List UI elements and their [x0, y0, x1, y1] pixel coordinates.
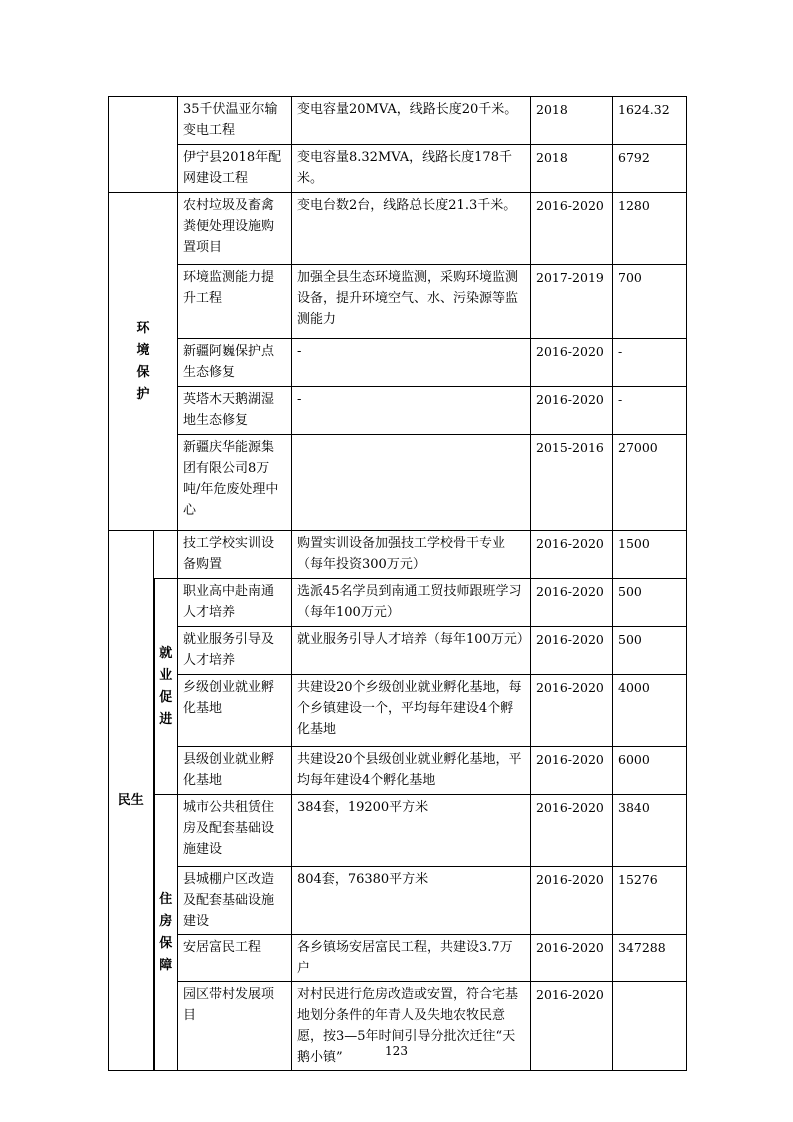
investment-cell: 1280: [613, 193, 687, 265]
project-name-cell: 城市公共租赁住房及配套基础设施建设: [178, 795, 292, 867]
construction-years-cell: 2016-2020: [531, 627, 613, 675]
project-name-cell: 县级创业就业孵化基地: [178, 747, 292, 795]
table-row: [109, 867, 687, 935]
project-name-cell: 就业服务引导及人才培养: [178, 627, 292, 675]
project-content-cell: 变电容量8.32MVA，线路长度178千米。: [292, 145, 531, 193]
project-content-cell: 选派45名学员到南通工贸技师跟班学习（每年100万元）: [292, 579, 531, 627]
construction-years-cell: 2016-2020: [531, 339, 613, 387]
project-name-cell: 英塔木天鹅湖湿地生态修复: [178, 387, 292, 435]
project-content-cell: 共建设20个乡级创业就业孵化基地，每个乡镇建设一个，平均每年建设4个孵化基地: [292, 675, 531, 747]
project-name-cell: 35千伏温亚尔输变电工程: [178, 97, 292, 145]
investment-cell: -: [613, 387, 687, 435]
construction-years-cell: 2016-2020: [531, 795, 613, 867]
construction-years-cell: 2017-2019: [531, 265, 613, 339]
table-row: [109, 579, 687, 627]
project-name-cell: 安居富民工程: [178, 935, 292, 982]
project-name-cell: 新疆庆华能源集团有限公司8万吨/年危废处理中心: [178, 435, 292, 531]
project-name-cell: 新疆阿巍保护点生态修复: [178, 339, 292, 387]
subsection-label-housing: 住房保障: [154, 795, 178, 1071]
construction-years-cell: 2018: [531, 97, 613, 145]
project-name-cell: 园区带村发展项目: [178, 982, 292, 1071]
project-content-cell: 共建设20个县级创业就业孵化基地，平均每年建设4个孵化基地: [292, 747, 531, 795]
investment-cell: 15276: [613, 867, 687, 935]
project-content-cell: 384套，19200平方米: [292, 795, 531, 867]
investment-cell: -: [613, 339, 687, 387]
project-name-cell: 乡级创业就业孵化基地: [178, 675, 292, 747]
construction-years-cell: 2016-2020: [531, 935, 613, 982]
table-row: [109, 935, 687, 982]
table-row: [109, 387, 687, 435]
table-row: [109, 145, 687, 193]
project-name-cell: 农村垃圾及畜禽粪便处理设施购置项目: [178, 193, 292, 265]
table-row: [109, 747, 687, 795]
investment-cell: 500: [613, 579, 687, 627]
project-content-cell: 购置实训设备加强技工学校骨干专业（每年投资300万元）: [292, 531, 531, 579]
section-label-environment: 环境保护: [109, 193, 178, 531]
empty-category-cell: [109, 97, 178, 193]
construction-years-cell: 2016-2020: [531, 387, 613, 435]
investment-cell: 6792: [613, 145, 687, 193]
project-name-cell: 伊宁县2018年配网建设工程: [178, 145, 292, 193]
subsection-spacer: [154, 531, 178, 579]
construction-years-cell: 2016-2020: [531, 867, 613, 935]
investment-cell: 27000: [613, 435, 687, 531]
investment-cell: 1624.32: [613, 97, 687, 145]
project-name-cell: 职业高中赴南通人才培养: [178, 579, 292, 627]
investment-cell: 500: [613, 627, 687, 675]
investment-cell: 4000: [613, 675, 687, 747]
investment-cell: 6000: [613, 747, 687, 795]
project-content-cell: 就业服务引导人才培养（每年100万元）: [292, 627, 531, 675]
investment-cell: 347288: [613, 935, 687, 982]
project-content-cell: [292, 435, 531, 531]
project-content-cell: -: [292, 339, 531, 387]
investment-cell: 1500: [613, 531, 687, 579]
table-row: [109, 795, 687, 867]
table-row: [109, 97, 687, 145]
investment-cell: 3840: [613, 795, 687, 867]
construction-years-cell: 2018: [531, 145, 613, 193]
construction-years-cell: 2016-2020: [531, 531, 613, 579]
construction-years-cell: 2016-2020: [531, 982, 613, 1071]
construction-years-cell: 2016-2020: [531, 675, 613, 747]
table-row: [109, 339, 687, 387]
construction-years-cell: 2016-2020: [531, 193, 613, 265]
project-content-cell: -: [292, 387, 531, 435]
table-row: [109, 435, 687, 531]
project-name-cell: 技工学校实训设备购置: [178, 531, 292, 579]
construction-years-cell: 2015-2016: [531, 435, 613, 531]
table-row: [109, 265, 687, 339]
project-content-cell: 变电容量20MVA，线路长度20千米。: [292, 97, 531, 145]
table-row: [109, 675, 687, 747]
project-content-cell: 加强全县生态环境监测，采购环境监测设备，提升环境空气、水、污染源等监测能力: [292, 265, 531, 339]
section-label-livelihood: 民生: [109, 531, 154, 1071]
table-row: [109, 627, 687, 675]
construction-years-cell: 2016-2020: [531, 579, 613, 627]
construction-years-cell: 2016-2020: [531, 747, 613, 795]
project-content-cell: 对村民进行危房改造或安置，符合宅基地划分条件的年青人及失地农牧民意愿，按3—5年时间引导分批次迁往“天鹅小镇”: [292, 982, 531, 1071]
page-number: 123: [385, 1044, 408, 1058]
table-row: [109, 531, 687, 579]
table-row: [109, 193, 687, 265]
project-name-cell: 县城棚户区改造及配套基础设施建设: [178, 867, 292, 935]
project-content-cell: 804套，76380平方米: [292, 867, 531, 935]
project-content-cell: 变电台数2台，线路总长度21.3千米。: [292, 193, 531, 265]
investment-cell: 700: [613, 265, 687, 339]
project-content-cell: 各乡镇场安居富民工程，共建设3.7万户: [292, 935, 531, 982]
project-table: [108, 96, 687, 1071]
project-name-cell: 环境监测能力提升工程: [178, 265, 292, 339]
subsection-label-employment: 就业促进: [154, 579, 178, 795]
